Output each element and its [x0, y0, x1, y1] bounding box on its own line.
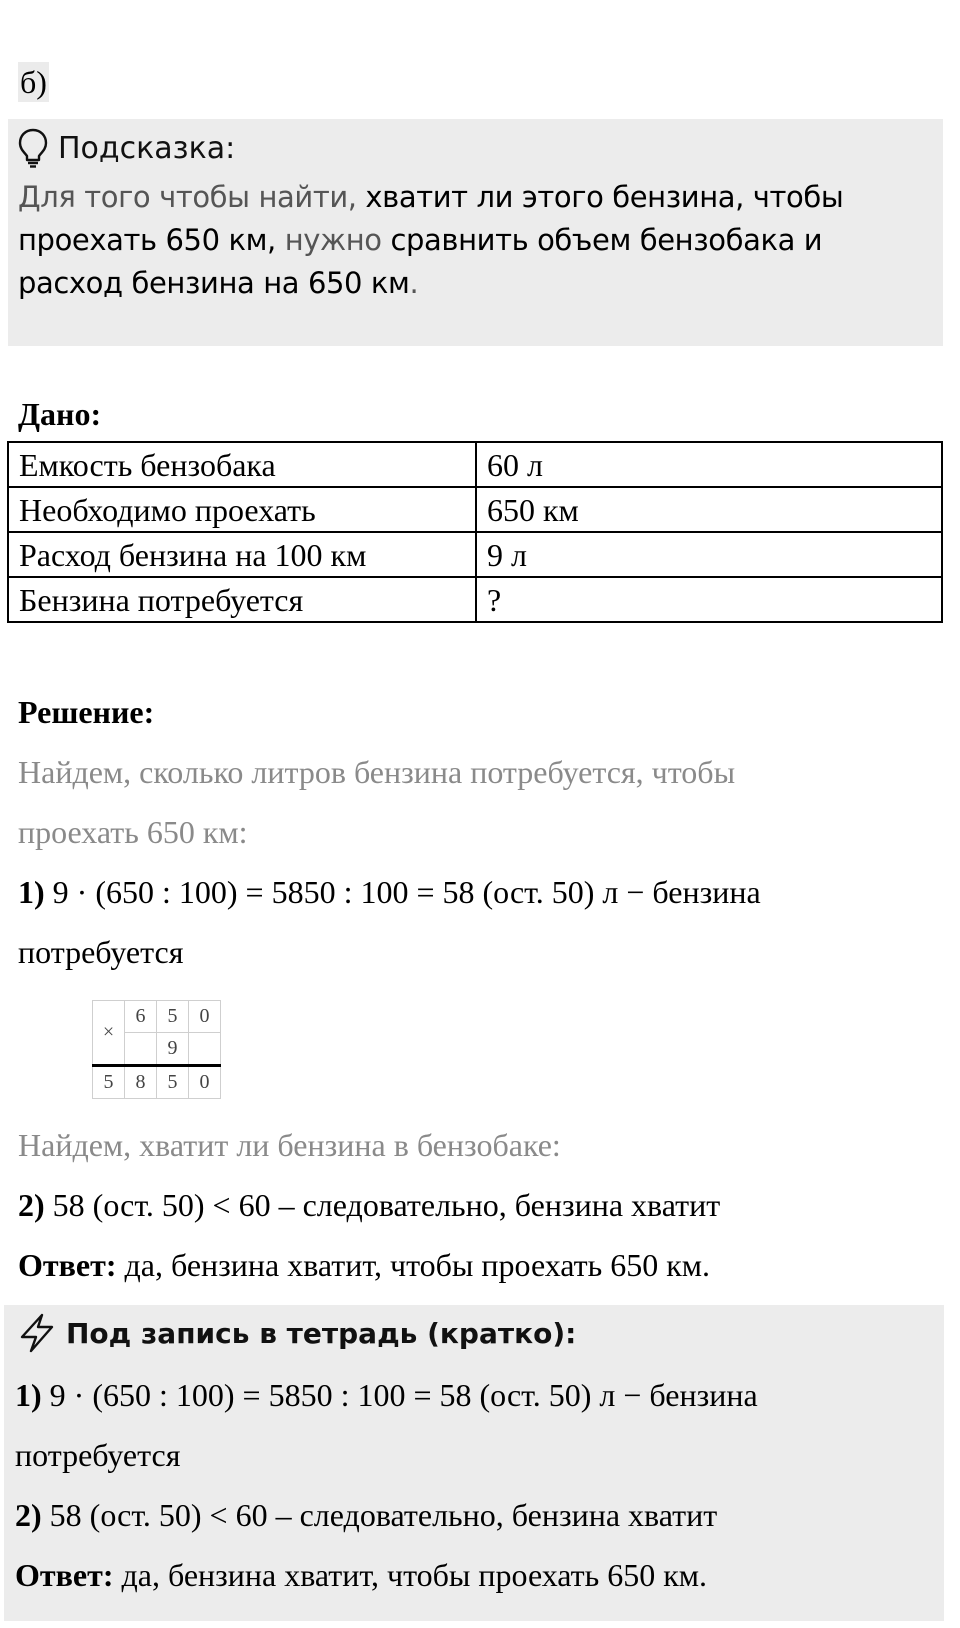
calc-digit: 8 — [125, 1066, 157, 1099]
calc-digit — [189, 1033, 221, 1066]
given-value: ? — [476, 577, 942, 622]
answer-label: Ответ: — [18, 1247, 117, 1283]
answer-text: да, бензина хватит, чтобы проехать 650 км. — [116, 1247, 711, 1283]
notebook-step2-number: 2) — [15, 1497, 42, 1533]
solution-heading: Решение: — [18, 694, 155, 730]
given-label: Расход бензина на 100 км — [8, 532, 476, 577]
hint-text-part3: нужно — [275, 223, 391, 257]
multiply-sign: × — [93, 1001, 125, 1066]
hint-text-part5: . — [409, 266, 419, 300]
notebook-step1-number: 1) — [15, 1377, 42, 1413]
notebook-answer-text: да, бензина хватит, чтобы проехать 650 км. — [113, 1557, 708, 1593]
given-table — [7, 441, 943, 623]
step1-expression-text: 9 · (650 : 100) = 5850 : 100 = 58 (ост. 50) л − бензина — [44, 874, 761, 910]
notebook-step1 — [15, 1375, 758, 1415]
table-row — [8, 442, 942, 487]
lightbulb-icon — [18, 128, 48, 168]
notebook-step2-text: 58 (ост. 50) < 60 – следовательно, бензина хватит — [41, 1497, 718, 1533]
given-label: Емкость бензобака — [8, 442, 476, 487]
given-label: Необходимо проехать — [8, 487, 476, 532]
notebook-answer — [15, 1555, 707, 1595]
given-value: 650 км — [476, 487, 942, 532]
answer-line — [18, 1245, 710, 1285]
step1-number: 1) — [18, 874, 45, 910]
hint-title-text: Подсказка: — [58, 130, 236, 166]
calc-digit: 0 — [189, 1001, 221, 1033]
table-row — [8, 577, 942, 622]
given-label: Бензина потребуется — [8, 577, 476, 622]
hint-text-part1: Для того чтобы найти, — [18, 180, 366, 214]
notebook-title — [18, 1310, 576, 1356]
step2-number: 2) — [18, 1187, 45, 1223]
hint-text — [18, 176, 933, 305]
step1-tail: потребуется — [18, 934, 184, 970]
hint-text-part4: сравнить объем бензобака и расход бензина на 650 км — [18, 223, 823, 300]
hint-title — [18, 126, 235, 170]
calc-digit: 0 — [189, 1066, 221, 1099]
calc-digit — [125, 1033, 157, 1066]
lightning-icon — [18, 1313, 56, 1353]
step2-expression — [18, 1185, 720, 1225]
given-value: 9 л — [476, 532, 942, 577]
hint-text-part2: хватит ли этого бензина, чтобы проехать 650 км, — [18, 180, 844, 257]
calc-digit: 5 — [93, 1066, 125, 1099]
notebook-step2 — [15, 1495, 717, 1535]
column-multiplication — [92, 1000, 221, 1099]
table-row — [93, 1066, 221, 1099]
step1-expression — [18, 872, 761, 912]
table-row — [8, 487, 942, 532]
notebook-title-text: Под запись в тетрадь (кратко): — [66, 1316, 577, 1350]
notebook-answer-label: Ответ: — [15, 1557, 114, 1593]
table-row — [93, 1001, 221, 1033]
given-value: 60 л — [476, 442, 942, 487]
calc-digit: 5 — [157, 1001, 189, 1033]
given-heading: Дано: — [18, 396, 102, 432]
step2-intro: Найдем, хватит ли бензина в бензобаке: — [18, 1127, 561, 1163]
table-row — [8, 532, 942, 577]
step2-expression-text: 58 (ост. 50) < 60 – следовательно, бензина хватит — [44, 1187, 721, 1223]
notebook-step1-tail: потребуется — [15, 1437, 181, 1473]
calc-digit: 5 — [157, 1066, 189, 1099]
calc-digit: 6 — [125, 1001, 157, 1033]
part-label: б) — [20, 64, 47, 100]
step1-intro-line2: проехать 650 км: — [18, 814, 248, 850]
notebook-step1-text: 9 · (650 : 100) = 5850 : 100 = 58 (ост. 50) л − бензина — [41, 1377, 758, 1413]
step1-intro-line1: Найдем, сколько литров бензина потребуется, чтобы — [18, 754, 736, 790]
calc-digit: 9 — [157, 1033, 189, 1066]
